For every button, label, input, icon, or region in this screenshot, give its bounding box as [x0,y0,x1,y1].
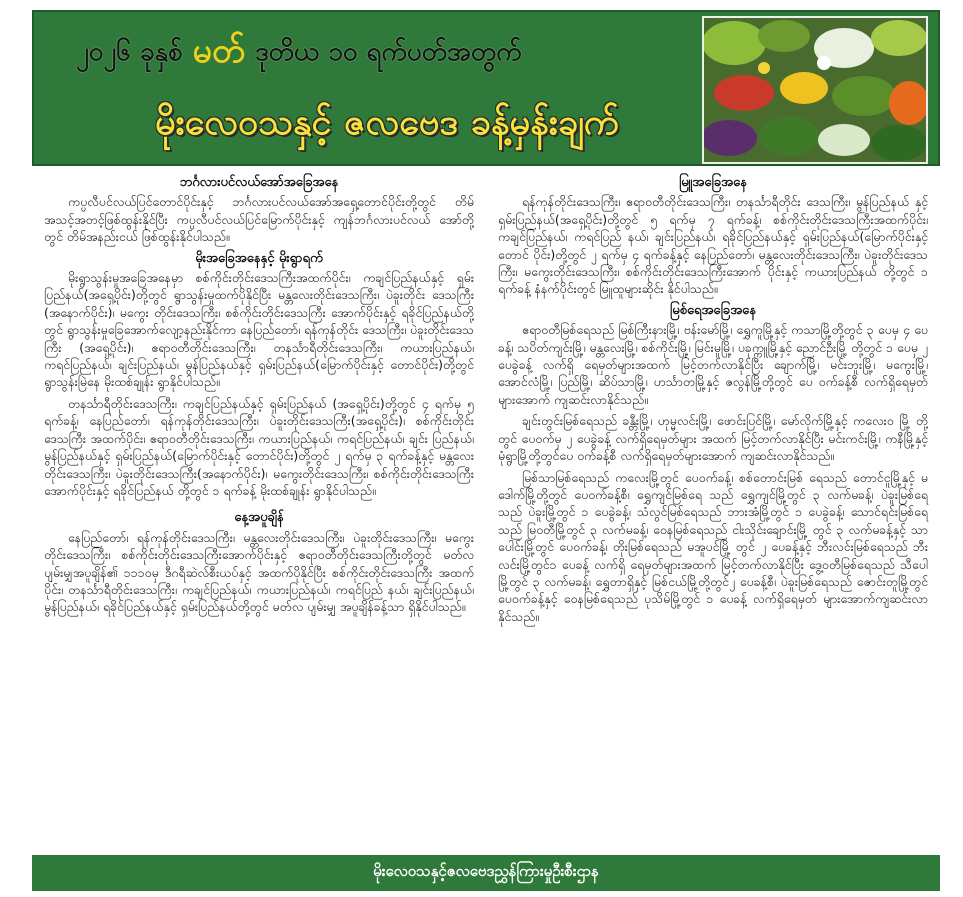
page-title: မိုးလေဝသနှင့် ဇလဗေဒ ခန့်မှန်းချက် [154,102,620,143]
section-bay-of-bengal [44,174,474,246]
section-paragraph: ကပ္ပလီပင်လယ်ပြင်တောင်ပိုင်းနှင့် ဘင်္ဂလားပင်လယ်အော်အရှေ့တောင်ပိုင်းတို့တွင် တိမ်အသင့်အတင့်ဖြစ်ထွန်းနိုင်ပြီး ကပ္ပလီပင်လယ်ပြင်မြောက်ပိုင်းနှင့် ကျန်ဘင်္ဂလားပင်လယ် အော်တို့တွင် တိမ်အနည်းငယ် ဖြစ်ထွန်းနိုင်ပါသည်။ [44,194,474,245]
header-date-line [76,30,696,76]
section-river-level [498,302,928,625]
section-paragraph: တနင်္သာရီတိုင်းဒေသကြီး၊ ကချင်ပြည်နယ်နှင့် ရှမ်းပြည်နယ် (အရှေ့ပိုင်း)တို့တွင် ၄ ရက်မှ ၅ ရက်ခန့်၊ နေပြည်တော်၊ ရန်ကုန်တိုင်းဒေသကြီး၊ ပဲခူးတိုင်းဒေသကြီး(အရှေ့ပိုင်း)၊ စစ်ကိုင်းတိုင်း ဒေသကြီး အထက်ပိုင်း၊ ဧရာဝတီတိုင်းဒေသကြီး၊ ကယားပြည်နယ်၊ ကရင်ပြည်နယ်၊ ချင်း ပြည်နယ်၊ မွန်ပြည်နယ်နှင့် ရှမ်းပြည်နယ်(မြောက်ပိုင်းနှင့် တောင်ပိုင်း)တို့တွင် ၂ ရက်မှ ၃ ရက်ခန့်နှင့် မန္တလေး တိုင်းဒေသကြီး၊ ပဲခူးတိုင်းဒေသကြီး(အနောက်ပိုင်း)၊ မကွေးတိုင်းဒေသကြီး၊ စစ်ကိုင်းတိုင်းဒေသကြီးအောက်ပိုင်းနှင့် ရခိုင်ပြည်နယ် တို့တွင် ၁ ရက်ခန့် မိုးထစ်ချုန်း ရွာနိုင်ပါသည်။ [44,395,474,498]
section-title: မြစ်ရေအခြေအနေ [670,302,756,318]
section-title: မြူအခြေအနေ [679,175,747,190]
right-column [498,172,928,629]
vegetables-photo [702,16,928,164]
section-paragraph: နေပြည်တော်၊ ရန်ကုန်တိုင်းဒေသကြီး၊ မန္တလေးတိုင်းဒေသကြီး၊ ပဲခူးတိုင်းဒေသကြီး၊ မကွေး တိုင်းဒေသကြီး၊ စစ်ကိုင်းတိုင်းဒေသကြီးအောက်ပိုင်းနှင့် ဧရာဝတီတိုင်းဒေသကြီးတို့တွင် မတ်လ ပျမ်းမျှအပူချိန်၏ ၁၁၁၀မှ ဒီဂရီဆဲလ်စီးယပ်နှင့် အထက်ပိုနိုင်ပြီး စစ်ကိုင်းတိုင်းဒေသကြီး အထက်ပိုင်း၊ တနင်္သာရီတိုင်းဒေသကြီး၊ ကချင်ပြည်နယ်၊ ကယားပြည်နယ်၊ ကရင်ပြည် နယ်၊ ချင်းပြည်နယ်၊ မွန်ပြည်နယ်၊ ရခိုင်ပြည်နယ်နှင့် ရှမ်းပြည်နယ်တို့တွင် မတ်လ ပျမ်းမျှ အပူချိန်ခန့်သာ ရှိနိုင်ပါသည်။ [44,529,474,615]
header-banner [32,10,940,166]
section-rain [44,250,474,500]
footer-department: မိုးလေဝသနှင့်ဇလဗေဒညွှန်ကြားမှုဦးစီးဌာန [32,855,940,891]
header-period: ဒုတိယ ၁၀ ရက်ပတ်အတွက် [255,36,522,67]
section-paragraph: ရန်ကုန်တိုင်းဒေသကြီး၊ ဧရာဝတီတိုင်းဒေသကြီး၊ တနင်္သာရီတိုင်း ဒေသကြီး၊ မွန်ပြည်နယ် နှင့် ရှမ်းပြည်နယ်(အရှေ့ပိုင်း)တို့တွင် ၅ ရက်မှ ၇ ရက်ခန့်၊ စစ်ကိုင်းတိုင်းဒေသကြီးအထက်ပိုင်း၊ ကချင်ပြည်နယ်၊ ကရင်ပြည် နယ်၊ ချင်းပြည်နယ်၊ ရခိုင်ပြည်နယ်နှင့် ရှမ်းပြည်နယ်(မြောက်ပိုင်းနှင့် တောင် ပိုင်း)တို့တွင် ၂ ရက်မှ ၄ ရက်ခန့်နှင့် နေပြည်တော်၊ မန္တလေးတိုင်းဒေသကြီး၊ ပဲခူးတိုင်းဒေသကြီး၊ မကွေးတိုင်းဒေသကြီး၊ စစ်ကိုင်းတိုင်းဒေသကြီးအောက် ပိုင်းနှင့် ကယားပြည်နယ် တို့တွင် ၁ ရက်ခန့် နံနက်ပိုင်းတွင် မြူထူများဆိုင်း နိုင်ပါသည်။ [498,194,928,297]
section-paragraph: မြစ်သာမြစ်ရေသည် ကလေးမြို့တွင် ပေဝက်ခန့်၊ စစ်တောင်းမြစ် ရေသည် တောင်ငူမြို့နှင့် မဒေါက်မြို့တို့တွင် ပေဝက်ခန့်စီ၊ ရွှေကျင်မြစ်ရေ သည် ရွှေကျင်မြို့တွင် ၃ လက်မခန့်၊ ပဲခူးမြစ်ရေ သည် ပဲခူးမြို့တွင် ၁ ပေခွဲခန့်၊ သံလွင်မြစ်ရေသည် ဘားအံမြို့တွင် ၁ ပေခွဲခန့်၊ သောင်ရင်းမြစ်ရေ သည် မြဝတီမြို့တွင် ၃ လက်မခန့်၊ ဝေနမြစ်ရေသည် ငါးသိုင်းချောင်းမြို့ တွင် ၃ လက်မခန့်နှင့် သာပေါင်းမြို့တွင် ပေဝက်ခန့်၊ တိုးမြစ်ရေသည် မအူပင်မြို့ တွင် ၂ ပေခန့်နှင့် ဘီးလင်းမြစ်ရေသည် ဘီးလင်းမြို့တွင်၁ ပေခန့် လက်ရှိ ရေမှတ်များအထက် မြင့်တက်လာနိုင်ပြီး ဒွေ့ဝတီမြစ်ရေသည် သီပေါမြို့တွင် ၃ လက်မခန့်၊ ရွှေတာရှိနှင့် မြစ်ငယ်မြို့တို့တွင်၂ ပေခန့်စီ၊ ပဲခူးမြစ်ရေသည် ဇောင်းတူမြို့တွင် ပေဝက်ခန့်နှင့် ဝေနမြစ်ရေသည် ပုသိမ်မြို့တွင် ၁ ပေခန့် လက်ရှိရေမှတ် များအောက်ကျဆင်းလာနိုင်သည်။ [498,469,928,624]
header-year: ၂၀၂၆ ခုနှစ် [76,36,183,67]
header-month: မတ် [192,30,246,71]
section-title: မိုးအခြေအနေနှင့် မိုးရွာရက် [195,250,323,266]
left-column [44,172,474,620]
section-title: နေ့အပူချိန် [234,510,284,526]
section-fog [498,174,928,298]
section-day-temperature [44,509,474,615]
section-paragraph: မိုးရွာသွန်းမှုအခြေအနေမှာ စစ်ကိုင်းတိုင်းဒေသကြီးအထက်ပိုင်း၊ ကချင်ပြည်နယ်နှင့် ရှမ်း ပြည်နယ်(အရှေ့ပိုင်း)တို့တွင် ရွာသွန်းမှုထက်ပိုနိုင်ပြီး မန္တလေးတိုင်းဒေသကြီး၊ ပဲခူးတိုင်း ဒေသကြီး (အနောက်ပိုင်း)၊ မကွေး တိုင်းဒေသကြီး၊ စစ်ကိုင်းတိုင်းဒေသကြီး အောက်ပိုင်းနှင့် ရခိုင်ပြည်နယ်တို့ တွင် ရွာသွန်းမှုခြေအောက်လျော့နည်းနိုင်ကာ နေပြည်တော်၊ ရန်ကုန်တိုင်း ဒေသကြီး၊ ပဲခူးတိုင်းဒေသကြီး (အရှေ့ပိုင်း)၊ ဧရာဝတီတိုင်းဒေသကြီး၊ တနင်္သာရီတိုင်းဒေသကြီး၊ ကယားပြည်နယ်၊ ကရင်ပြည်နယ်၊ ချင်းပြည်နယ်၊ မွန်ပြည်နယ်နှင့် ရှမ်းပြည်နယ်(မြောက်ပိုင်းနှင့် တောင်ပိုင်း)တို့တွင် ရွာသွန်းမြဲနေ မိုးထစ်ချုန်း ရွာနိုင်ပါသည်။ [44,270,474,390]
section-title: ဘင်္ဂလားပင်လယ်အော်အခြေအနေ [179,175,339,190]
section-paragraph: ချင်းတွင်းမြစ်ရေသည် ခန္တီးမြို့၊ ဟုမ္မလင်းမြို့၊ ဖောင်းပြင်မြို့၊ မော်လိုက်မြို့နှင့် ကလေးဝ မြို့ တို့တွင် ပေဝက်မှ ၂ ပေခွဲခန့် လက်ရှိရေမှတ်များ အထက် မြင့်တက်လာနိုင်ပြီး မင်းကင်းမြို့၊ ကနီမြို့နှင့် မုံရွာမြို့တို့တွင်ပေ ဝက်ခန့်စီ လက်ရှိရေမှတ်များအောက် ကျဆင်းလာနိုင်သည်။ [498,413,928,464]
section-paragraph: ဧရာဝတီမြစ်ရေသည် မြစ်ကြီးနားမြို့၊ ဗန်းမော်မြို့၊ ရွှေကူမြို့နှင့် ကသာမြို့တို့တွင် ၃ ပေမှ ၄ ပေခန့်၊ သပိတ်ကျင်းမြို့၊ မန္တလေးမြို့၊ စစ်ကိုင်းမြို့၊ မြင်းမူမြို့၊ ပခုက္ကူမြို့နှင့် ညောင်ဦးမြို့ တို့တွင် ၁ ပေမှ ၂ ပေခွဲခန့် လက်ရှိ ရေမှတ်များအထက် မြင့်တက်လာနိုင်ပြီး ချောက်မြို့၊ မင်းဘူးမြို့၊ မကွေးမြို့၊ အောင်လံမြို့၊ ပြည်မြို့၊ ဆိပ်သာမြို့၊ ဟင်္သာတမြို့နှင့် ဇလွန်မြို့တို့တွင် ပေ ဝက်ခန့်စီ လက်ရှိရေမှတ် များအောက် ကျဆင်းလာနိုင်သည်။ [498,322,928,407]
